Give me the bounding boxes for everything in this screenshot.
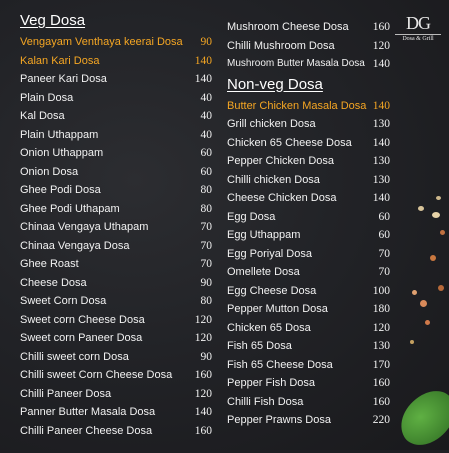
item-name: Kalan Kari Dosa — [20, 54, 100, 67]
item-name: Mushroom Cheese Dosa — [227, 21, 349, 33]
veg-dosa-item — [20, 237, 212, 256]
item-name: Plain Uthappam — [20, 128, 99, 141]
item-name: Chinaa Vengaya Dosa — [20, 239, 130, 252]
veg-dosa-item — [20, 144, 212, 163]
veg-dosa-item — [227, 55, 390, 74]
veg-dosa-item — [20, 329, 212, 348]
item-price: 130 — [372, 173, 390, 186]
item-name: Sweet corn Paneer Dosa — [20, 332, 143, 344]
item-price: 70 — [200, 221, 212, 233]
veg-dosa-item — [227, 18, 390, 37]
veg-dosa-item — [20, 126, 212, 145]
item-name: Fish 65 Cheese Dosa — [227, 358, 333, 371]
item-name: Cheese Chicken Dosa — [227, 192, 337, 204]
item-name: Chinaa Vengaya Uthapam — [20, 221, 149, 233]
item-name: Paneer Kari Dosa — [20, 73, 107, 85]
item-price: 70 — [378, 266, 390, 278]
item-name: Butter Chicken Masala Dosa — [227, 99, 367, 112]
item-name: Mushroom Butter Masala Dosa — [227, 58, 365, 69]
item-price: 90 — [200, 276, 212, 289]
item-name: Ghee Roast — [20, 258, 79, 270]
nonveg-dosa-item — [227, 263, 390, 282]
nonveg-dosa-item — [227, 300, 390, 319]
logo-monogram: DG — [406, 13, 430, 33]
item-name: Chilli chicken Dosa — [227, 173, 320, 186]
veg-dosa-item — [20, 33, 212, 52]
item-price: 120 — [194, 313, 212, 326]
item-name: Egg Dosa — [227, 210, 276, 223]
item-price: 120 — [372, 321, 390, 334]
veg-dosa-item — [20, 348, 212, 367]
nonveg-section-title: Non-veg Dosa — [227, 75, 323, 93]
item-name: Pepper Prawns Dosa — [227, 414, 331, 426]
item-name: Sweet corn Cheese Dosa — [20, 313, 145, 326]
nonveg-dosa-item — [227, 319, 390, 338]
nonveg-dosa-item — [227, 411, 390, 430]
nonveg-dosa-item — [227, 356, 390, 375]
veg-dosa-item — [227, 37, 390, 56]
veg-dosa-item — [20, 255, 212, 274]
nonveg-dosa-item — [227, 115, 390, 134]
item-price: 80 — [200, 184, 212, 196]
item-price: 100 — [372, 284, 390, 297]
veg-dosa-item — [20, 422, 212, 441]
veg-dosa-item — [20, 366, 212, 385]
item-price: 90 — [200, 36, 212, 48]
item-name: Egg Uthappam — [227, 229, 301, 241]
item-price: 160 — [372, 395, 390, 408]
item-name: Plain Dosa — [20, 91, 74, 104]
item-price: 130 — [372, 155, 390, 167]
veg-dosa-item — [20, 274, 212, 293]
item-price: 40 — [200, 91, 212, 104]
item-price: 130 — [372, 118, 390, 130]
veg-dosa-item — [20, 52, 212, 71]
veg-dosa-item — [20, 70, 212, 89]
item-price: 80 — [200, 202, 212, 215]
item-price: 160 — [372, 21, 390, 33]
item-price: 40 — [200, 110, 212, 122]
nonveg-dosa-item — [227, 134, 390, 153]
item-name: Chilli Paneer Cheese Dosa — [20, 424, 153, 437]
veg-dosa-item — [20, 311, 212, 330]
nonveg-dosa-item — [227, 189, 390, 208]
nonveg-dosa-item — [227, 245, 390, 264]
item-price: 160 — [194, 369, 212, 381]
item-name: Egg Cheese Dosa — [227, 284, 317, 297]
item-price: 40 — [200, 128, 212, 141]
restaurant-logo — [395, 14, 441, 43]
item-name: Omellete Dosa — [227, 266, 300, 278]
item-name: Chilli Paneer Dosa — [20, 387, 112, 400]
item-name: Ghee Podi Uthapam — [20, 202, 120, 215]
item-name: Cheese Dosa — [20, 276, 87, 289]
nonveg-dosa-item — [227, 226, 390, 245]
item-price: 90 — [200, 350, 212, 363]
item-name: Sweet Corn Dosa — [20, 295, 107, 307]
veg-dosa-item — [20, 163, 212, 182]
item-price: 160 — [194, 424, 212, 437]
veg-column — [20, 12, 212, 440]
item-name: Ghee Podi Dosa — [20, 184, 101, 196]
nonveg-dosa-item — [227, 374, 390, 393]
veg-list — [20, 33, 212, 440]
item-price: 140 — [194, 73, 212, 85]
item-price: 180 — [372, 303, 390, 315]
item-price: 160 — [372, 377, 390, 389]
item-name: Onion Dosa — [20, 165, 79, 178]
item-price: 60 — [378, 229, 390, 241]
nonveg-dosa-item — [227, 393, 390, 412]
item-name: Chicken 65 Cheese Dosa — [227, 136, 352, 149]
item-name: Grill chicken Dosa — [227, 118, 316, 130]
veg-dosa-item — [20, 200, 212, 219]
right-column — [227, 18, 390, 430]
item-price: 170 — [372, 358, 390, 371]
item-price: 140 — [372, 58, 390, 70]
item-price: 70 — [378, 247, 390, 260]
item-price: 140 — [372, 192, 390, 204]
nonveg-dosa-item — [227, 171, 390, 190]
item-price: 70 — [200, 258, 212, 270]
veg-dosa-item — [20, 385, 212, 404]
veg-section-title: Veg Dosa — [20, 12, 86, 29]
item-price: 140 — [194, 54, 212, 67]
item-price: 120 — [194, 387, 212, 400]
item-price: 80 — [200, 295, 212, 307]
item-price: 140 — [372, 136, 390, 149]
item-name: Chilli sweet Corn Cheese Dosa — [20, 369, 173, 381]
item-price: 120 — [194, 332, 212, 344]
item-name: Pepper Chicken Dosa — [227, 155, 335, 167]
item-price: 120 — [372, 39, 390, 52]
item-name: Fish 65 Dosa — [227, 340, 292, 352]
item-name: Chicken 65 Dosa — [227, 321, 311, 334]
nonveg-dosa-item — [227, 282, 390, 301]
item-name: Panner Butter Masala Dosa — [20, 406, 156, 418]
veg-continued-list — [227, 18, 390, 74]
item-price: 60 — [378, 210, 390, 223]
veg-dosa-item — [20, 181, 212, 200]
nonveg-dosa-item — [227, 97, 390, 116]
item-price: 70 — [200, 239, 212, 252]
item-price: 220 — [372, 414, 390, 426]
veg-dosa-item — [20, 218, 212, 237]
item-name: Chilli sweet corn Dosa — [20, 350, 129, 363]
item-name: Vengayam Venthaya keerai Dosa — [20, 36, 183, 48]
veg-dosa-item — [20, 89, 212, 108]
veg-dosa-item — [20, 107, 212, 126]
veg-dosa-item — [20, 403, 212, 422]
item-price: 60 — [200, 147, 212, 159]
item-name: Chilli Fish Dosa — [227, 395, 304, 408]
nonveg-dosa-item — [227, 152, 390, 171]
item-name: Pepper Fish Dosa — [227, 377, 316, 389]
item-price: 130 — [372, 340, 390, 352]
item-name: Onion Uthappam — [20, 147, 104, 159]
veg-dosa-item — [20, 292, 212, 311]
item-name: Chilli Mushroom Dosa — [227, 39, 335, 52]
item-price: 60 — [200, 165, 212, 178]
nonveg-dosa-item — [227, 208, 390, 227]
item-name: Egg Poriyal Dosa — [227, 247, 312, 260]
item-name: Kal Dosa — [20, 110, 65, 122]
logo-subtitle: Dosa & Grill — [395, 34, 441, 43]
item-name: Pepper Mutton Dosa — [227, 303, 328, 315]
nonveg-dosa-item — [227, 337, 390, 356]
nonveg-list — [227, 97, 390, 430]
item-price: 140 — [372, 99, 390, 112]
item-price: 140 — [194, 406, 212, 418]
